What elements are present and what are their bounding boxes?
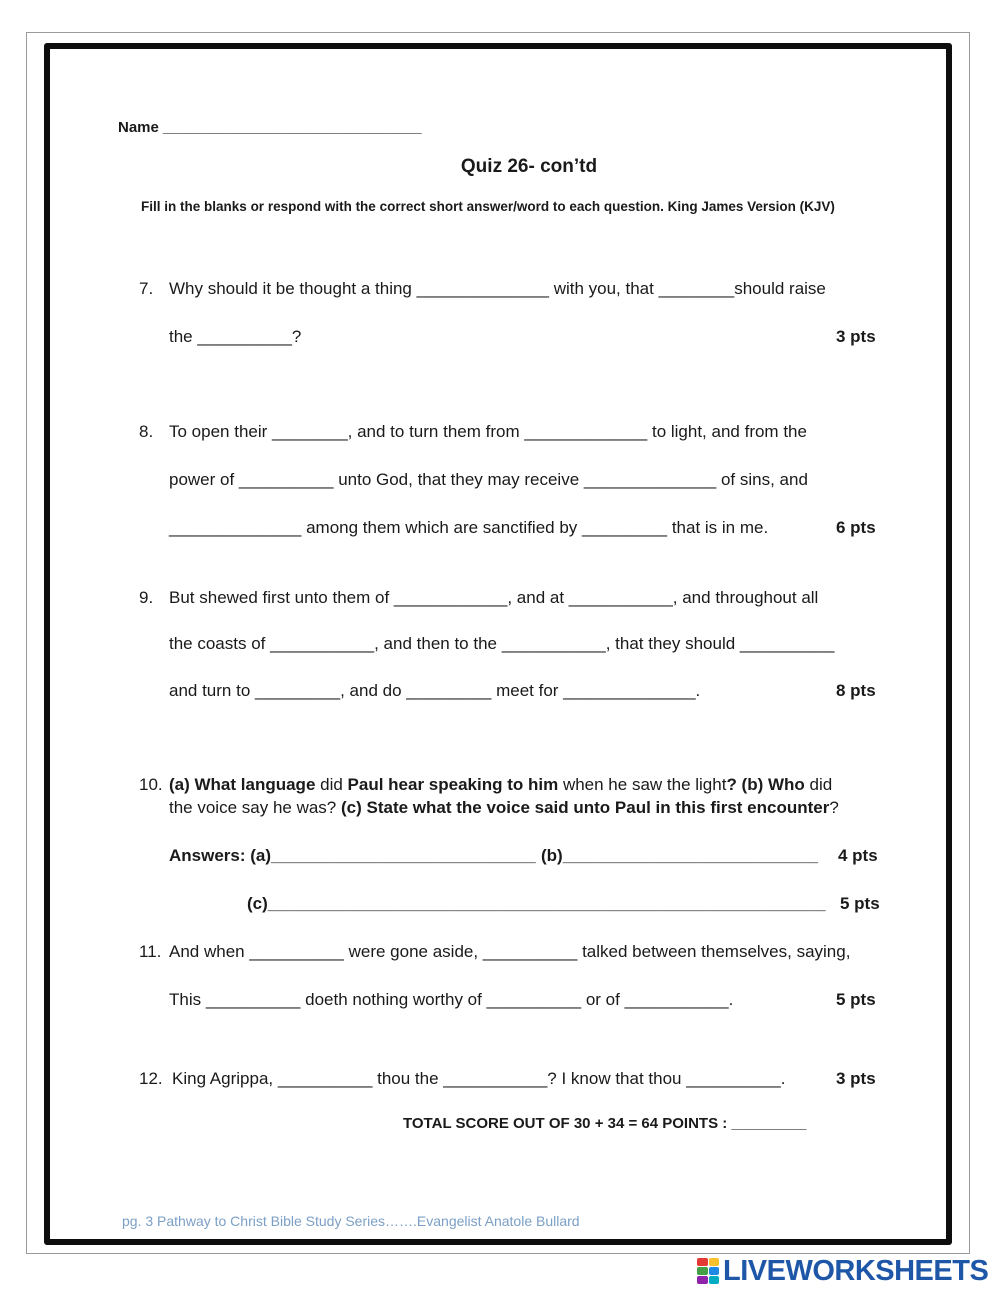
q10-part-a-label: (a) What language — [169, 775, 316, 794]
instructions: Fill in the blanks or respond with the correct short answer/word to each question. King James Version (KJV) — [141, 199, 835, 214]
q9-line-3[interactable]: and turn to _________, and do _________ meet for ______________. — [169, 681, 701, 700]
q7-line-2[interactable]: the __________? — [169, 327, 302, 346]
q10-answer-b[interactable]: (b)___________________________ — [541, 846, 818, 865]
q9-number: 9. — [139, 588, 154, 607]
liveworksheets-logo[interactable] — [697, 1256, 988, 1286]
q8-line-3[interactable]: ______________ among them which are sanctified by _________ that is in me. — [169, 518, 769, 537]
q10-points-ab: 4 pts — [838, 846, 878, 865]
q10-part-b-label: ? (b) Who — [726, 775, 805, 794]
q8-line-2[interactable]: power of __________ unto God, that they may receive ______________ of sins, and — [169, 470, 808, 489]
q8-line-1[interactable]: To open their ________, and to turn them from _____________ to light, and from the — [169, 422, 807, 441]
q12-line-1[interactable]: King Agrippa, __________ thou the ___________? I know that thou __________. — [172, 1069, 786, 1088]
q11-line-1[interactable]: And when __________ were gone aside, __________ talked between themselves, saying, — [169, 942, 851, 961]
q10-points-c: 5 pts — [840, 894, 880, 913]
quiz-title: Quiz 26- con’td — [460, 156, 598, 177]
q12-number: 12. — [139, 1069, 163, 1088]
q11-number: 11. — [139, 942, 162, 961]
q11-points: 5 pts — [836, 990, 876, 1009]
q10-answer-a[interactable]: Answers: (a)____________________________ — [169, 846, 536, 865]
q9-line-2[interactable]: the coasts of ___________, and then to the ___________, that they should __________ — [169, 634, 835, 653]
q9-line-1[interactable]: But shewed first unto them of ____________, and at ___________, and throughout all — [169, 588, 819, 607]
name-field[interactable]: Name _______________________________ — [118, 119, 422, 136]
page-footer: pg. 3 Pathway to Christ Bible Study Series…….Evangelist Anatole Bullard — [122, 1213, 580, 1229]
q11-line-2[interactable]: This __________ doeth nothing worthy of __________ or of ___________. — [169, 990, 734, 1009]
q8-number: 8. — [139, 422, 154, 441]
q10-part-c-label: (c) State what the voice said unto Paul in this first encounter — [340, 798, 830, 817]
q10-line-1: (a) What language did Paul hear speaking to him when he saw the light? (b) Who did — [169, 775, 833, 794]
liveworksheets-icon — [697, 1258, 719, 1284]
q9-points: 8 pts — [836, 681, 876, 700]
total-score[interactable]: TOTAL SCORE OUT OF 30 + 34 = 64 POINTS : _________ — [403, 1115, 807, 1132]
q7-points: 3 pts — [836, 327, 876, 346]
q10-line-2: the voice say he was? (c) State what the voice said unto Paul in this first encounter? — [169, 798, 839, 817]
q10-answer-c[interactable]: (c)___________________________________________________________ — [247, 894, 826, 913]
q12-points: 3 pts — [836, 1069, 876, 1088]
q10-number: 10. — [139, 775, 163, 794]
liveworksheets-wordmark: LIVEWORKSHEETS — [723, 1254, 989, 1287]
q7-number: 7. — [139, 279, 154, 298]
q8-points: 6 pts — [836, 518, 876, 537]
q7-line-1[interactable]: Why should it be thought a thing ______________ with you, that ________should raise — [169, 279, 826, 298]
